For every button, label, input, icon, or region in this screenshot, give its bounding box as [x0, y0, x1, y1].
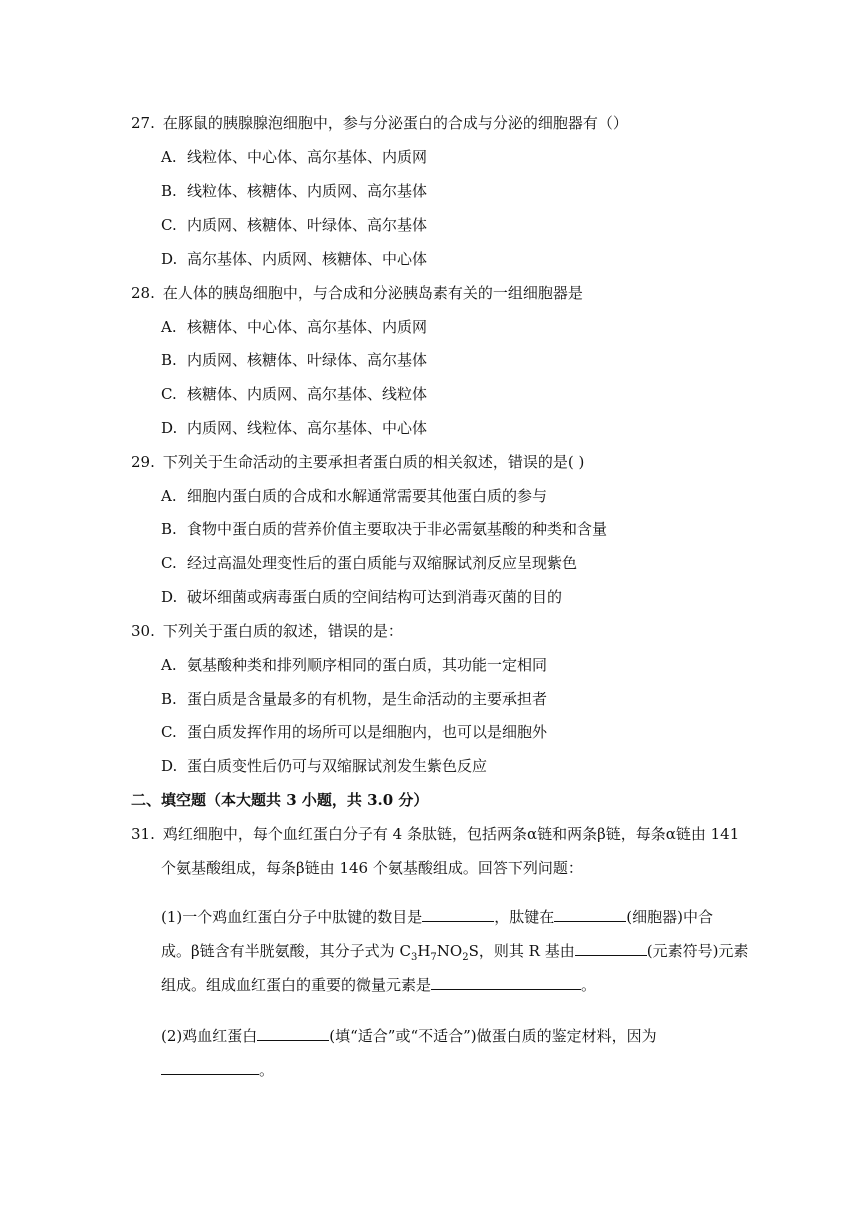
answer-blank-suitability[interactable]	[257, 1025, 329, 1041]
question-31-stem-line1: 31. 鸡红细胞中，每个血红蛋白分子有 4 条肽链，包括两条α链和两条β链，每条α链由 141	[131, 825, 740, 843]
question-30-option-d: D. 蛋白质变性后仍可与双缩脲试剂发生紫色反应	[161, 757, 488, 775]
question-31-part2-line1: (2)鸡血红蛋白 (填“适合”或“不适合”)做蛋白质的鉴定材料，因为	[161, 1027, 657, 1045]
question-28-option-c: C. 核糖体、内质网、高尔基体、线粒体	[161, 385, 428, 403]
question-29-option-c: C. 经过高温处理变性后的蛋白质能与双缩脲试剂反应呈现紫色	[161, 554, 578, 572]
answer-blank-peptide-bond-count[interactable]	[422, 906, 494, 922]
answer-blank-reason[interactable]	[161, 1059, 259, 1075]
question-27-option-a: A. 线粒体、中心体、高尔基体、内质网	[161, 148, 428, 166]
question-28-option-b: B. 内质网、核糖体、叶绿体、高尔基体	[161, 351, 428, 369]
question-28-option-a: A. 核糖体、中心体、高尔基体、内质网	[161, 318, 428, 336]
answer-blank-element-symbols[interactable]	[575, 940, 647, 956]
question-27-stem: 27. 在豚鼠的胰腺腺泡细胞中，参与分泌蛋白的合成与分泌的细胞器有（）	[131, 114, 628, 132]
answer-blank-trace-element[interactable]	[431, 974, 581, 990]
question-27-option-b: B. 线粒体、核糖体、内质网、高尔基体	[161, 182, 428, 200]
question-28-option-d: D. 内质网、线粒体、高尔基体、中心体	[161, 419, 428, 437]
question-29-option-d: D. 破坏细菌或病毒蛋白质的空间结构可达到消毒灭菌的目的	[161, 588, 563, 606]
question-30-option-c: C. 蛋白质发挥作用的场所可以是细胞内，也可以是细胞外	[161, 723, 548, 741]
question-30-stem: 30. 下列关于蛋白质的叙述，错误的是：	[131, 622, 403, 640]
question-27-option-d: D. 高尔基体、内质网、核糖体、中心体	[161, 250, 428, 268]
question-31-stem-line2: 个氨基酸组成，每条β链由 146 个氨基酸组成。回答下列问题：	[161, 859, 583, 877]
question-31-part2-line2: 。	[161, 1059, 274, 1080]
question-31-part1-line2: 成。β链含有半胱氨酸，其分子式为 $C_3H_7NO_2S$，则其 R 基由 (元素符号)元素	[161, 942, 749, 963]
question-29-option-a: A. 细胞内蛋白质的合成和水解通常需要其他蛋白质的参与	[161, 487, 548, 505]
question-31-part1-line3: 组成。组成血红蛋白的重要的微量元素是 。	[161, 976, 597, 994]
question-31-part1-line1: (1)一个鸡血红蛋白分子中肽键的数目是 ，肽键在 (细胞器)中合	[161, 908, 713, 926]
question-28-stem: 28. 在人体的胰岛细胞中，与合成和分泌胰岛素有关的一组细胞器是	[131, 284, 583, 302]
question-29-stem: 29. 下列关于生命活动的主要承担者蛋白质的相关叙述，错误的是( )	[131, 453, 585, 471]
answer-blank-organelle[interactable]	[554, 906, 626, 922]
question-29-option-b: B. 食物中蛋白质的营养价值主要取决于非必需氨基酸的种类和含量	[161, 520, 608, 538]
question-27-option-c: C. 内质网、核糖体、叶绿体、高尔基体	[161, 216, 428, 234]
question-30-option-b: B. 蛋白质是含量最多的有机物，是生命活动的主要承担者	[161, 690, 548, 708]
section-heading-fill-in: 二、填空题（本大题共 3 小题，共 3.0 分）	[131, 791, 429, 809]
question-30-option-a: A. 氨基酸种类和排列顺序相同的蛋白质，其功能一定相同	[161, 656, 548, 674]
